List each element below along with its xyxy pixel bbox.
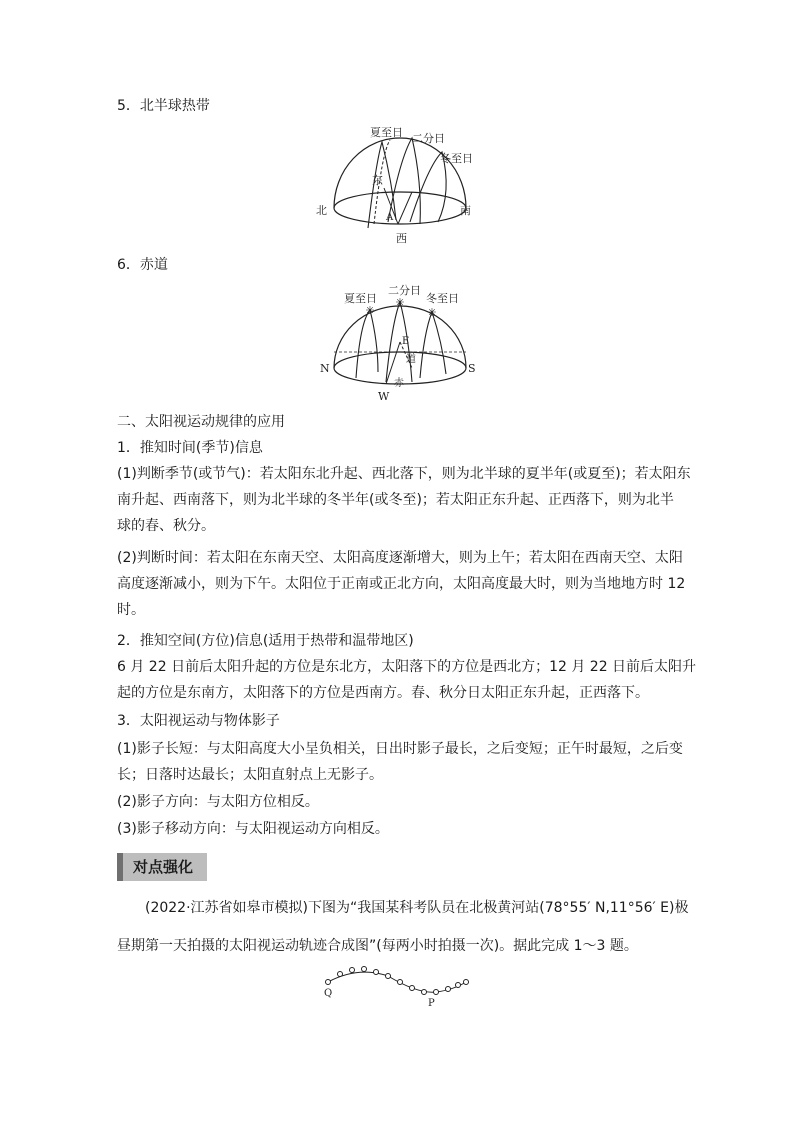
sun-icon-equinox: ✳: [395, 296, 405, 309]
sun-icon-summer: ✳: [365, 304, 375, 317]
heading-3: 3．太阳视运动与物体影子: [117, 713, 280, 729]
label-west: 西: [396, 232, 407, 245]
sun-point: [374, 970, 379, 975]
sun-icon-winter: ✳: [427, 306, 437, 319]
practice-title: 对点强化: [117, 853, 207, 881]
p4-line: 长；日落时达最长；太阳直射点上无影子。: [117, 767, 383, 783]
figure-tropic-north: [312, 122, 492, 246]
sun-point: [464, 980, 469, 985]
label-winter: 冬至日: [440, 152, 473, 165]
label-q: Q: [324, 988, 333, 999]
sun-point: [434, 990, 439, 995]
p5-line: (2)影子方向：与太阳方位相反。: [117, 794, 319, 810]
question-line: (2022·江苏省如皋市模拟)下图为“我国某科考队员在北极黄河站(78°55′ N,11°56′ E)极: [145, 900, 689, 916]
sun-point: [456, 983, 461, 988]
label-east: 东: [372, 174, 383, 187]
sun-point: [338, 972, 343, 977]
label-north: 北: [316, 204, 327, 217]
p2-line: (2)判断时间：若太阳在东南天空、太阳高度逐渐增大，则为上午；若太阳在西南天空、太阳: [117, 550, 683, 566]
sun-point: [398, 980, 403, 985]
part2-title: 二、太阳视运动规律的应用: [117, 414, 285, 430]
label-w: W: [378, 390, 390, 403]
question-line: 昼期第一天拍摄的太阳视运动轨迹合成图”(每两小时拍摄一次)。据此完成 1～3 题。: [117, 938, 638, 954]
label-dao: 道: [406, 354, 416, 365]
section-6-title: 6．赤道: [117, 257, 168, 273]
sun-point: [386, 974, 391, 979]
sun-point: [410, 986, 415, 991]
p1-line: 南升起、西南落下，则为北半球的冬半年(或冬至)；若太阳正东升起、正西落下，则为北半: [117, 492, 674, 508]
label-s: S: [468, 362, 476, 375]
sun-point: [362, 967, 367, 972]
sun-point: [326, 980, 331, 985]
p2-line: 时。: [117, 602, 145, 618]
sun-trajectory-figure: [318, 964, 478, 1008]
label-summer: 夏至日: [344, 292, 377, 305]
label-summer: 夏至日: [370, 126, 403, 139]
sun-point: [446, 987, 451, 992]
label-south: 南: [460, 204, 471, 217]
p3-line: 6 月 22 日前后太阳升起的方位是东北方，太阳落下的方位是西北方；12 月 22 日前后太阳升: [117, 659, 697, 675]
p1-line: 球的春、秋分。: [117, 518, 215, 534]
p4-line: (1)影子长短：与太阳高度大小呈负相关，日出时影子最长，之后变短；正午时最短，之后变: [117, 741, 683, 757]
label-e: E: [402, 336, 410, 347]
label-equinox: 二分日: [388, 284, 421, 297]
label-a: A: [386, 212, 394, 223]
label-n: N: [320, 362, 330, 375]
heading-2: 2．推知空间(方位)信息(适用于热带和温带地区): [117, 633, 414, 649]
label-p: P: [428, 998, 435, 1008]
sun-point: [422, 990, 427, 995]
figure-equator: [316, 282, 486, 404]
p6-line: (3)影子移动方向：与太阳视运动方向相反。: [117, 821, 389, 837]
p1-line: (1)判断季节(或节气)：若太阳东北升起、西北落下，则为北半球的夏半年(或夏至)；若太阳东: [117, 466, 691, 482]
sun-point: [350, 968, 355, 973]
label-equinox: 二分日: [412, 132, 445, 145]
section-5-title: 5．北半球热带: [117, 98, 210, 114]
label-winter: 冬至日: [426, 292, 459, 305]
heading-1: 1．推知时间(季节)信息: [117, 440, 263, 456]
p3-line: 起的方位是东南方，太阳落下的方位是西南方。春、秋分日太阳正东升起，正西落下。: [117, 685, 649, 701]
label-chi: 赤: [394, 378, 404, 389]
p2-line: 高度逐渐减小，则为下午。太阳位于正南或正北方向，太阳高度最大时，则为当地地方时 12: [117, 576, 686, 592]
